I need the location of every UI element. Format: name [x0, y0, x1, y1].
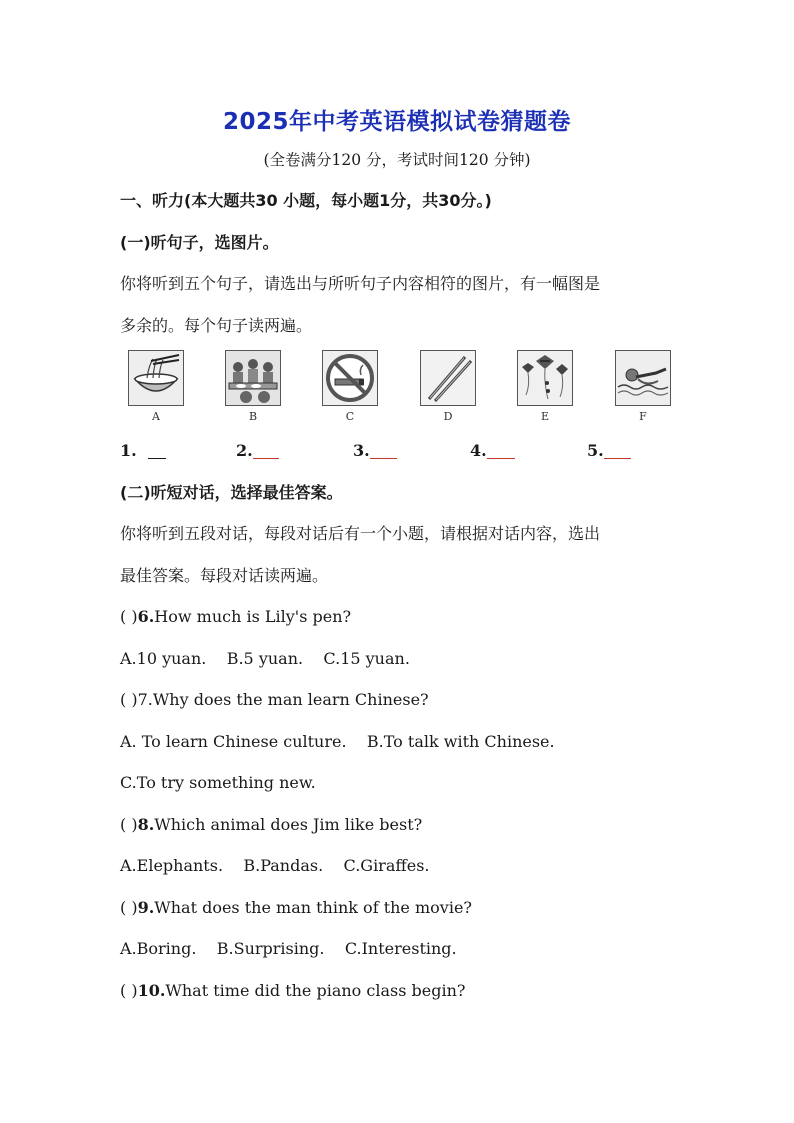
picture-f-label: F: [639, 410, 647, 423]
question-8: ( )8.Which animal does Jim like best?: [120, 815, 423, 834]
picture-f: [615, 350, 671, 423]
chopsticks-icon: [421, 351, 475, 405]
section-heading: 一、听力(本大题共30 小题，每小题1分，共30分。): [120, 191, 492, 210]
swimming-icon: [616, 351, 670, 405]
question-9-options: A.Boring. B.Surprising. C.Interesting.: [120, 939, 457, 958]
question-8-options: A.Elephants. B.Pandas. C.Giraffes.: [120, 856, 430, 875]
picture-a: [128, 350, 184, 423]
part1-instruction-line2: 多余的。每个句子读两遍。: [120, 316, 313, 335]
answer-paren-8[interactable]: ( ): [120, 815, 138, 834]
answer-paren-10[interactable]: ( ): [120, 981, 138, 1000]
no-smoking-icon: [323, 351, 377, 405]
part2-instruction-line2: 最佳答案。每段对话读两遍。: [120, 566, 329, 585]
answer-blank-2[interactable]: 2.: [236, 441, 279, 460]
question-9: ( )9.What does the man think of the movie?: [120, 898, 472, 917]
picture-row: [128, 350, 688, 426]
part1-heading: (一)听句子，选图片。: [120, 233, 279, 252]
question-6: ( )6.How much is Lily's pen?: [120, 607, 352, 626]
picture-d-label: D: [443, 410, 453, 423]
picture-a-label: A: [152, 410, 160, 423]
noodle-bowl-icon: [129, 351, 183, 405]
family-dinner-icon: [226, 351, 280, 405]
picture-d: [420, 350, 476, 423]
picture-c-label: C: [345, 410, 355, 423]
answer-paren-7[interactable]: ( ): [120, 690, 138, 709]
answer-blank-3[interactable]: 3.: [353, 441, 397, 460]
answer-blanks-row: [120, 441, 680, 463]
picture-e: [517, 350, 573, 423]
question-7-options-line2: C.To try something new.: [120, 773, 316, 792]
answer-blank-5[interactable]: 5.: [587, 441, 631, 460]
kites-icon: [518, 351, 572, 405]
part2-heading: (二)听短对话，选择最佳答案。: [120, 483, 343, 502]
page-subtitle: (全卷满分120 分，考试时间120 分钟): [263, 151, 531, 169]
picture-e-label: E: [540, 410, 550, 423]
answer-blank-4[interactable]: 4.: [470, 441, 515, 460]
picture-c: [322, 350, 378, 423]
question-7-options-line1: A. To learn Chinese culture. B.To talk with Chinese.: [120, 732, 555, 751]
answer-blank-1[interactable]: 1.: [120, 441, 166, 460]
answer-paren-9[interactable]: ( ): [120, 898, 138, 917]
question-10: ( )10.What time did the piano class begin?: [120, 981, 466, 1000]
part2-instruction-line1: 你将听到五段对话，每段对话后有一个小题，请根据对话内容，选出: [120, 524, 601, 543]
part1-instruction-line1: 你将听到五个句子，请选出与所听句子内容相符的图片，有一幅图是: [120, 274, 601, 293]
question-6-options: A.10 yuan. B.5 yuan. C.15 yuan.: [120, 649, 410, 668]
picture-b: [225, 350, 281, 423]
question-7: ( )7.Why does the man learn Chinese?: [120, 690, 429, 709]
picture-b-label: B: [248, 410, 258, 423]
answer-paren-6[interactable]: ( ): [120, 607, 138, 626]
page-title: 2025年中考英语模拟试卷猜题卷: [222, 109, 571, 135]
